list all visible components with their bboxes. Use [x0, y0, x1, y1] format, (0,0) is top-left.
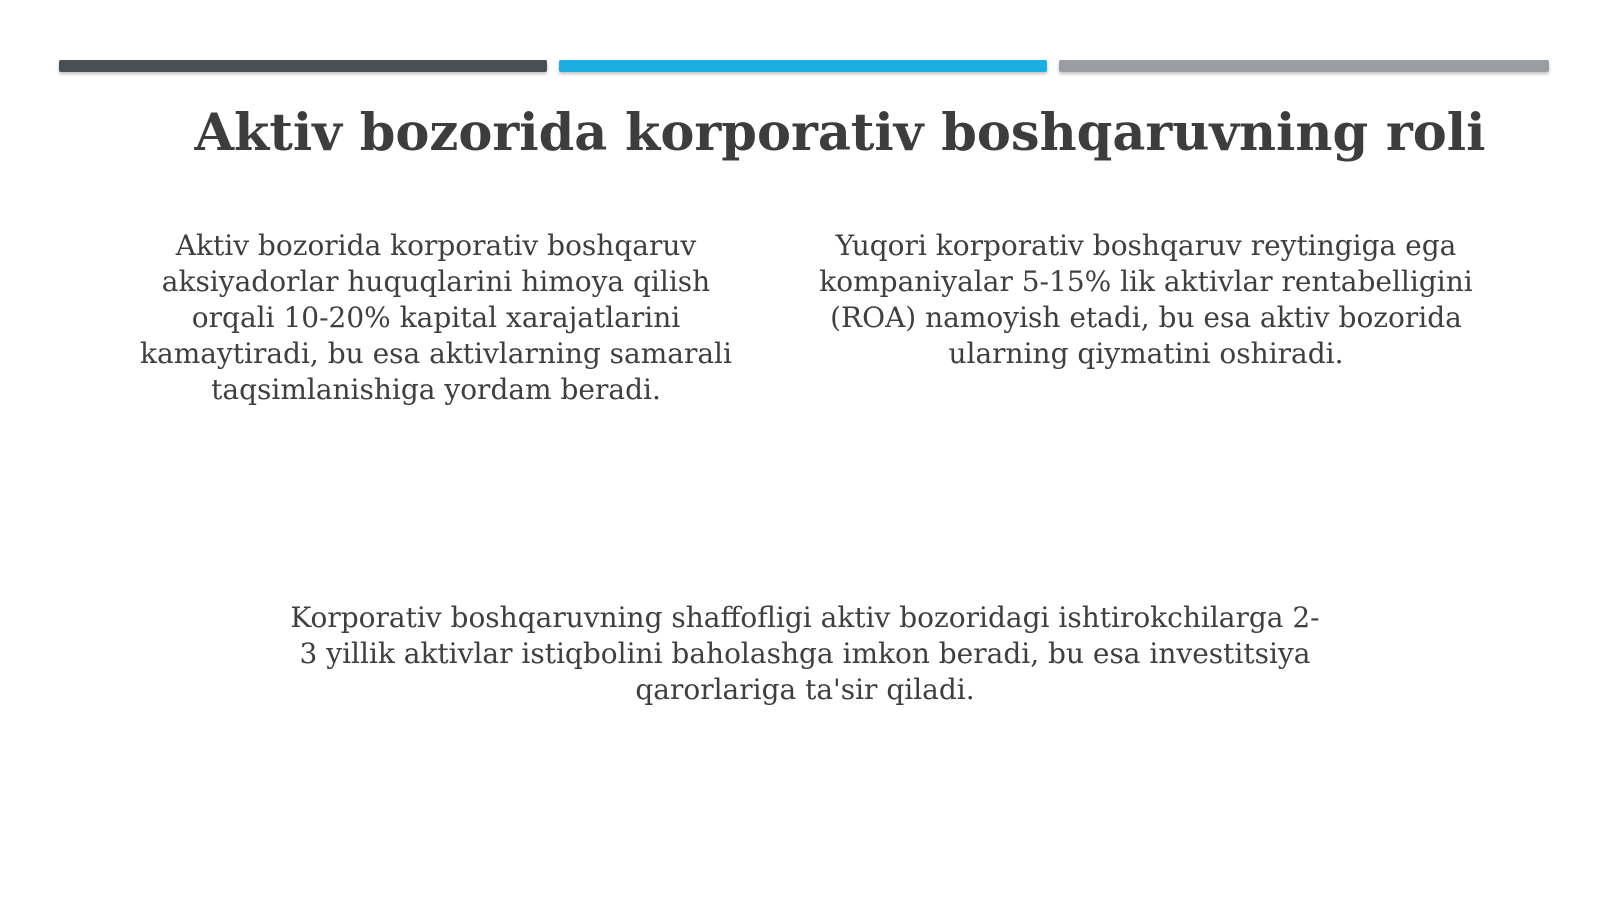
text-block-right: Yuqori korporativ boshqaruv reytingiga ega kompaniyalar 5-15% lik aktivlar rentabelligini (ROA) namoyish etadi, bu esa aktiv bozorida ularning qiymatini oshiradi.: [819, 229, 1473, 370]
text-block-left: Aktiv bozorida korporativ boshqaruv aksiyadorlar huquqlarini himoya qilish orqali 10-20% kapital xarajatlarini kamaytiradi, bu esa aktivlarning samarali taqsimlanishiga yordam beradi.: [140, 229, 732, 406]
text-block-bottom: Korporativ boshqaruvning shaffofligi aktiv bozoridagi ishtirokchilarga 2-3 yillik aktivlar istiqbolini baholashga imkon beradi, bu esa investitsiya qarorlariga ta'sir qiladi.: [290, 601, 1320, 706]
accent-bar-dark: [59, 60, 547, 72]
slide-title: Aktiv bozorida korporativ boshqaruvning roli: [194, 103, 1486, 163]
accent-bar-gray: [1059, 60, 1549, 72]
accent-bar-blue: [559, 60, 1047, 72]
